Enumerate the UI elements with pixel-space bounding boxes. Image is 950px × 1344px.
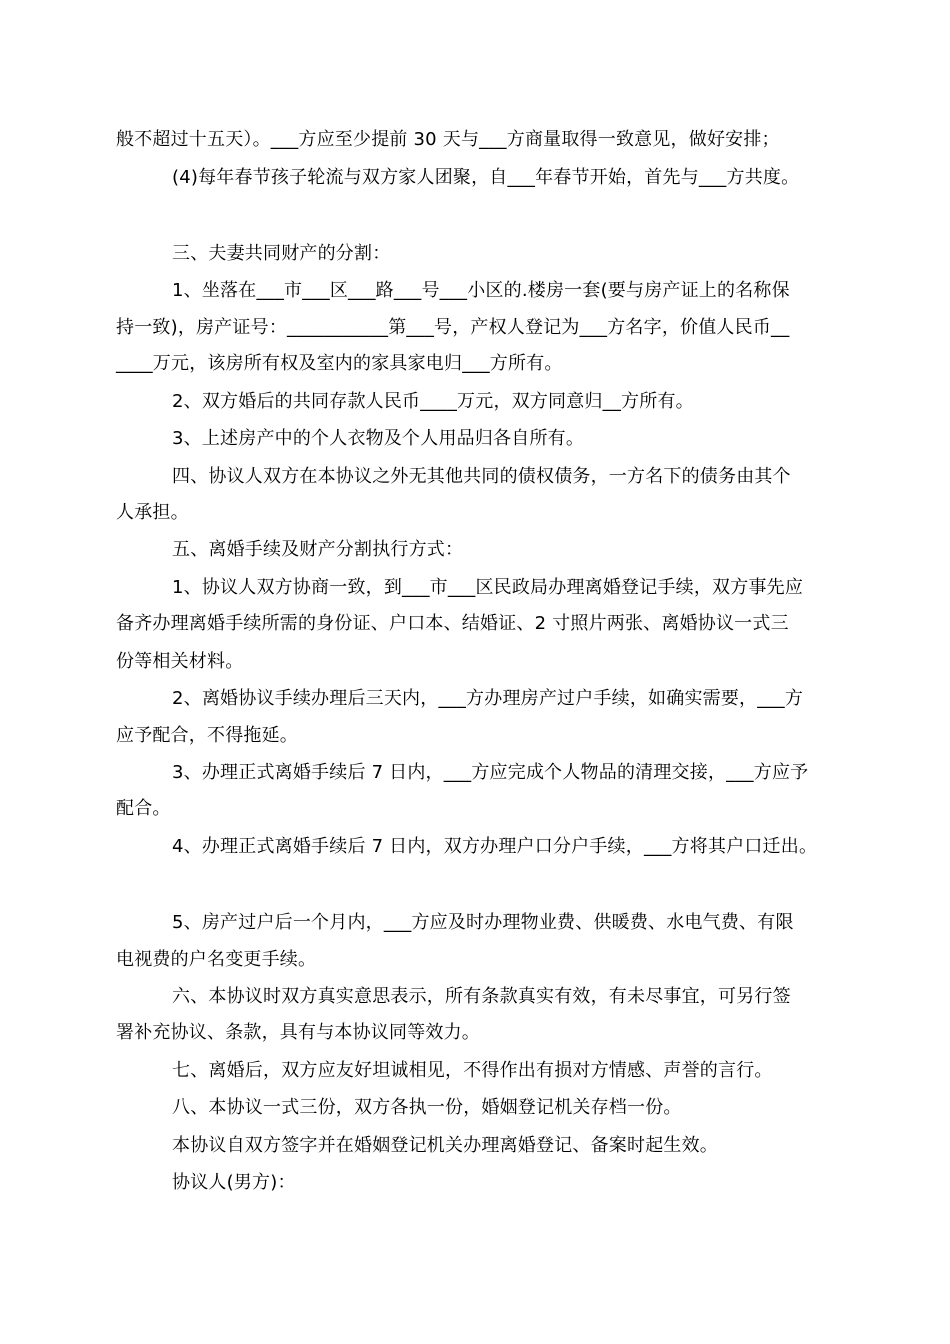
text-line: 2、离婚协议手续办理后三天内，___方办理房产过户手续，如确实需要，___方 — [172, 688, 804, 709]
text-line: 3、办理正式离婚手续后 7 日内，___方应完成个人物品的清理交接，___方应予 — [172, 762, 809, 783]
text-line: 电视费的户名变更手续。 — [116, 949, 317, 970]
text-line: 应予配合，不得拖延。 — [116, 725, 298, 746]
text-line: 份等相关材料。 — [116, 651, 244, 672]
text-line: 1、坐落在___市___区___路___号___小区的.楼房一套(要与房产证上的名称保 — [172, 280, 790, 301]
text-line: 3、上述房产中的个人衣物及个人用品归各自所有。 — [172, 428, 585, 449]
section-heading: 六、本协议时双方真实意思表示，所有条款真实有效，有未尽事宜，可另行签 — [172, 986, 791, 1007]
text-line: 2、双方婚后的共同存款人民币____万元，双方同意归__方所有。 — [172, 391, 694, 412]
text-line: 4、办理正式离婚手续后 7 日内，双方办理户口分户手续，___方将其户口迁出。 — [172, 836, 818, 857]
text-line: 持一致)，房产证号：___________第___号，产权人登记为___方名字，价值人民币__ — [116, 317, 790, 338]
section-heading: 八、本协议一式三份，双方各执一份，婚姻登记机关存档一份。 — [172, 1097, 682, 1118]
text-line: 署补充协议、条款，具有与本协议同等效力。 — [116, 1022, 480, 1043]
section-heading: 三、夫妻共同财产的分割： — [172, 243, 391, 264]
section-heading: 四、协议人双方在本协议之外无其他共同的债权债务，一方名下的债务由其个 — [172, 466, 791, 487]
text-line: 人承担。 — [116, 502, 189, 523]
text-line: 配合。 — [116, 798, 171, 819]
text-line: 本协议自双方签字并在婚姻登记机关办理离婚登记、备案时起生效。 — [172, 1135, 718, 1156]
section-heading: 五、离婚手续及财产分割执行方式： — [172, 539, 464, 560]
text-line: 备齐办理离婚手续所需的身份证、户口本、结婚证、2 寸照片两张、离婚协议一式三 — [116, 613, 789, 634]
text-line: ____万元，该房所有权及室内的家具家电归___方所有。 — [116, 353, 563, 374]
text-line: 1、协议人双方协商一致，到___市___区民政局办理离婚登记手续，双方事先应 — [172, 577, 804, 598]
text-line: 5、房产过户后一个月内，___方应及时办理物业费、供暖费、水电气费、有限 — [172, 912, 794, 933]
section-heading: 七、离婚后，双方应友好坦诚相见，不得作出有损对方情感、声誉的言行。 — [172, 1060, 773, 1081]
text-line: (4)每年春节孩子轮流与双方家人团聚，自___年春节开始，首先与___方共度。 — [172, 167, 800, 188]
signature-label: 协议人(男方)： — [172, 1172, 296, 1193]
text-line: 般不超过十五天）。___方应至少提前 30 天与___方商量取得一致意见，做好安排； — [116, 129, 780, 150]
